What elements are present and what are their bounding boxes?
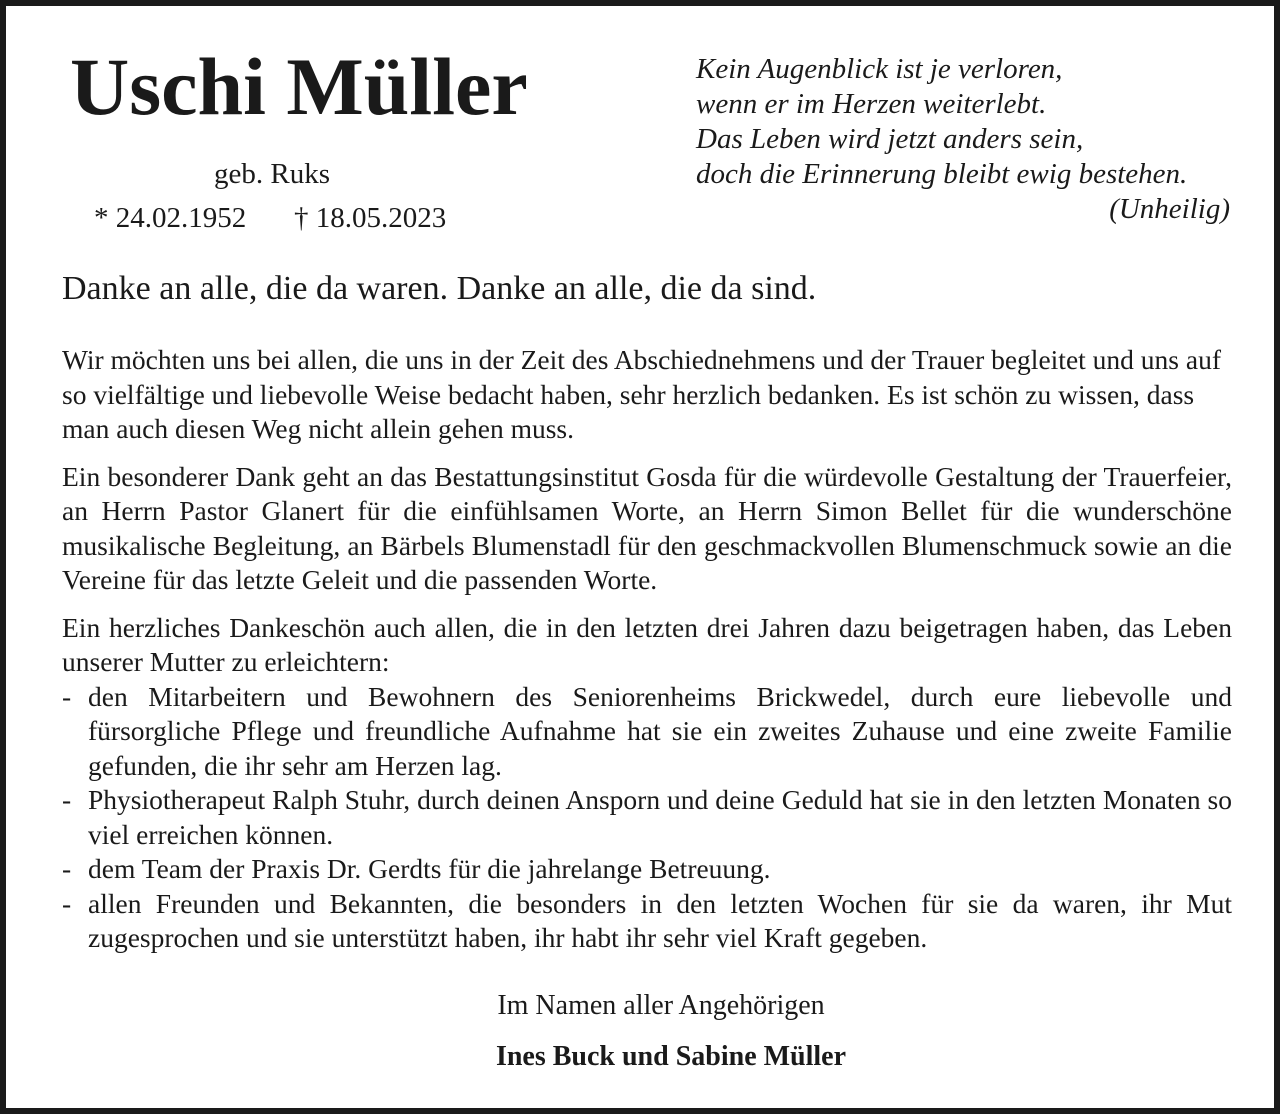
memorial-poem bbox=[696, 52, 1236, 227]
death-date: † 18.05.2023 bbox=[294, 202, 447, 234]
closing-line: Im Namen aller Angehörigen bbox=[497, 990, 825, 1021]
list-item: - allen Freunden und Bekannten, die besonders in den letzten Wochen für sie da waren, ihr Mut zugesprochen und sie unterstützt haben, ihr habt ihr sehr viel Kraft gegeben. bbox=[62, 887, 1232, 956]
thanks-headline: Danke an alle, die da waren. Danke an alle, die da sind. bbox=[62, 270, 817, 307]
thanks-body bbox=[62, 343, 1232, 956]
poem-line: Das Leben wird jetzt anders sein, bbox=[696, 123, 1084, 155]
birth-date: * 24.02.1952 bbox=[94, 202, 247, 234]
deceased-name: Uschi Müller bbox=[70, 41, 528, 132]
poem-author: (Unheilig) bbox=[1109, 193, 1230, 225]
list-item: - dem Team der Praxis Dr. Gerdts für die jahrelange Betreuung. bbox=[62, 852, 1232, 887]
paragraph-care-thanks: Ein herzliches Dankeschön auch allen, die in den letzten drei Jahren dazu beigetragen haben, das Leben unserer Mutter zu erleichtern: bbox=[62, 611, 1232, 677]
signers: Ines Buck und Sabine Müller bbox=[495, 1041, 847, 1072]
poem-line: Kein Augenblick ist je verloren, bbox=[696, 53, 1063, 85]
paragraph-special-thanks: Ein besonderer Dank geht an das Bestattungsinstitut Gosda für die würdevolle Gestaltung der Trauerfeier, an Herrn Pastor Glanert für die einfühlsamen Worte, an Herrn Simon Bellet für die wunderschöne musikalische Begleitung, an Bärbels Blumenstadl für den geschmackvollen Blumenschmuck sowie an die Vereine für das letzte Geleit und die passenden Worte. bbox=[62, 460, 1232, 595]
thanks-list bbox=[62, 680, 1232, 956]
poem-line: wenn er im Herzen weiterlebt. bbox=[696, 88, 1047, 120]
maiden-name: geb. Ruks bbox=[214, 158, 330, 190]
paragraph-general-thanks: Wir möchten uns bei allen, die uns in der Zeit des Abschiednehmens und der Trauer begleitet und uns auf so vielfältige und liebevolle Weise bedacht haben, sehr herzlich bedanken. Es ist schön zu wissen, dass man auch diesen Weg nicht allein gehen muss. bbox=[62, 344, 1221, 444]
list-item: - Physiotherapeut Ralph Stuhr, durch deinen Ansporn und deine Geduld hat sie in den letzten Monaten so viel erreichen können. bbox=[62, 783, 1232, 852]
list-item: - den Mitarbeitern und Bewohnern des Seniorenheims Brickwedel, durch eure liebevolle und fürsorgliche Pflege und freundliche Aufnahme hat sie ein zweites Zuhause und eine zweite Familie gefunden, die ihr sehr am Herzen lag. bbox=[62, 680, 1232, 784]
poem-line: doch die Erinnerung bleibt ewig bestehen. bbox=[696, 158, 1188, 190]
